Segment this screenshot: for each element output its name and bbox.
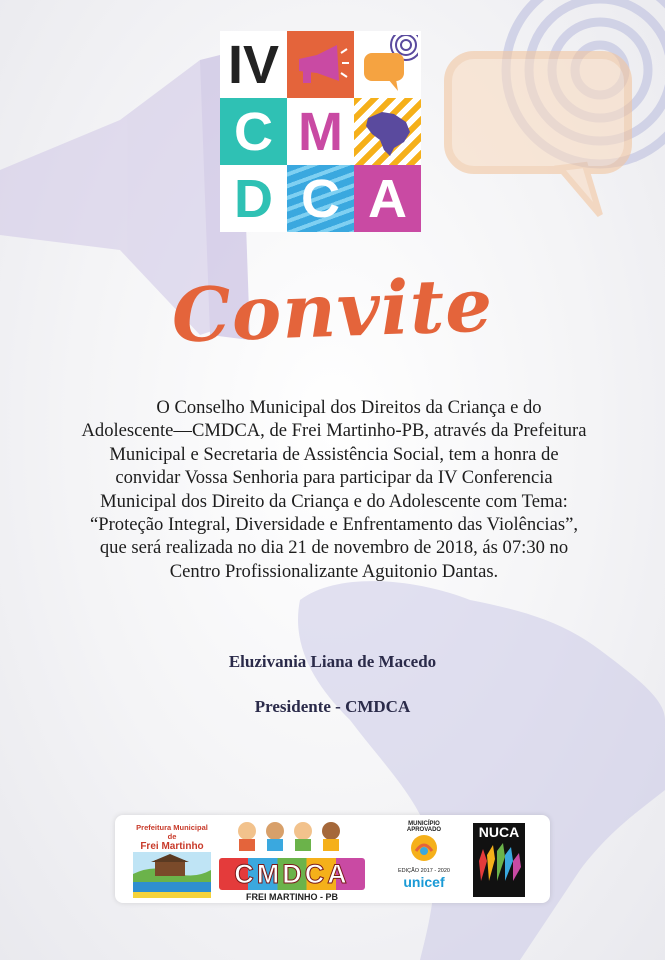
- south-america-shape: [298, 581, 665, 960]
- iv-cmdca-logo: [220, 31, 421, 234]
- nuca-logo: [473, 823, 525, 897]
- logo-tile-bubble: [354, 31, 421, 98]
- logo-tile-iv: [220, 31, 287, 98]
- body-line: O Conselho Municipal dos Direitos da Criança e do: [156, 397, 542, 418]
- speech-bubble-shape: [448, 55, 628, 215]
- selo-unicef-logo: [391, 821, 457, 899]
- prefeitura-line1: Prefeitura Municipal de: [136, 823, 208, 841]
- logo-tile-megaphone: [287, 31, 354, 98]
- logo-tile-c2: [287, 165, 354, 232]
- body-line: Centro Profissionalizante Aguitonio Dantas.: [169, 560, 499, 582]
- logo-tile-m: [287, 98, 354, 165]
- logo-text-c: C: [234, 101, 273, 162]
- town-illustration-icon: [133, 852, 211, 898]
- children-icon: [219, 819, 365, 851]
- body-line: “Proteção Integral, Diversidade e Enfrentamento das Violências”,: [90, 514, 578, 536]
- logo-text-d: D: [234, 168, 273, 229]
- partner-logos-bar: [115, 815, 550, 903]
- body-line: convidar Vossa Senhoria para participar da IV Conferencia: [115, 467, 553, 489]
- logo-tile-c: [220, 98, 287, 165]
- invitation-body: [24, 396, 644, 583]
- brazil-map-icon: [360, 104, 416, 160]
- cmdca-frei-martinho-logo: [219, 819, 365, 902]
- selo-top-text: MUNICÍPIO APROVADO: [406, 821, 442, 833]
- body-line: Adolescente—CMDCA, de Frei Martinho-PB, através da Prefeitura: [81, 420, 587, 442]
- hands-icon: [475, 841, 523, 885]
- seal-icon: [404, 833, 444, 863]
- logo-tile-brazil: [354, 98, 421, 165]
- prefeitura-line2: Frei Martinho: [140, 841, 204, 852]
- selo-edition: EDIÇÃO 2017 - 2020: [398, 868, 450, 874]
- body-line: Municipal e Secretaria de Assistência Social, tem a honra de: [109, 443, 559, 465]
- unicef-text: unicef: [403, 874, 445, 890]
- logo-tile-d: [220, 165, 287, 232]
- body-line: que será realizada no dia 21 de novembro de 2018, ás 07:30 no: [99, 537, 569, 559]
- prefeitura-logo: [133, 823, 211, 895]
- cmdca-subtitle: FREI MARTINHO - PB: [246, 892, 338, 902]
- logo-tile-a: [354, 165, 421, 232]
- logo-text-a: A: [368, 168, 407, 229]
- page-title: Convite: [170, 262, 495, 360]
- signature-role: Presidente - CMDCA: [254, 697, 411, 716]
- logo-text-m: M: [298, 101, 343, 162]
- logo-text-c2: C: [301, 168, 340, 229]
- nuca-text: NUCA: [478, 824, 520, 840]
- logo-text-iv: IV: [227, 34, 280, 95]
- body-line: Municipal dos Direito da Criança e do Adolescente com Tema:: [100, 490, 568, 512]
- speech-bubble-icon: [358, 35, 418, 95]
- megaphone-icon: [293, 41, 349, 89]
- signature-name: Eluzivania Liana de Macedo: [228, 652, 437, 671]
- cmdca-label: CMDCA: [219, 858, 365, 890]
